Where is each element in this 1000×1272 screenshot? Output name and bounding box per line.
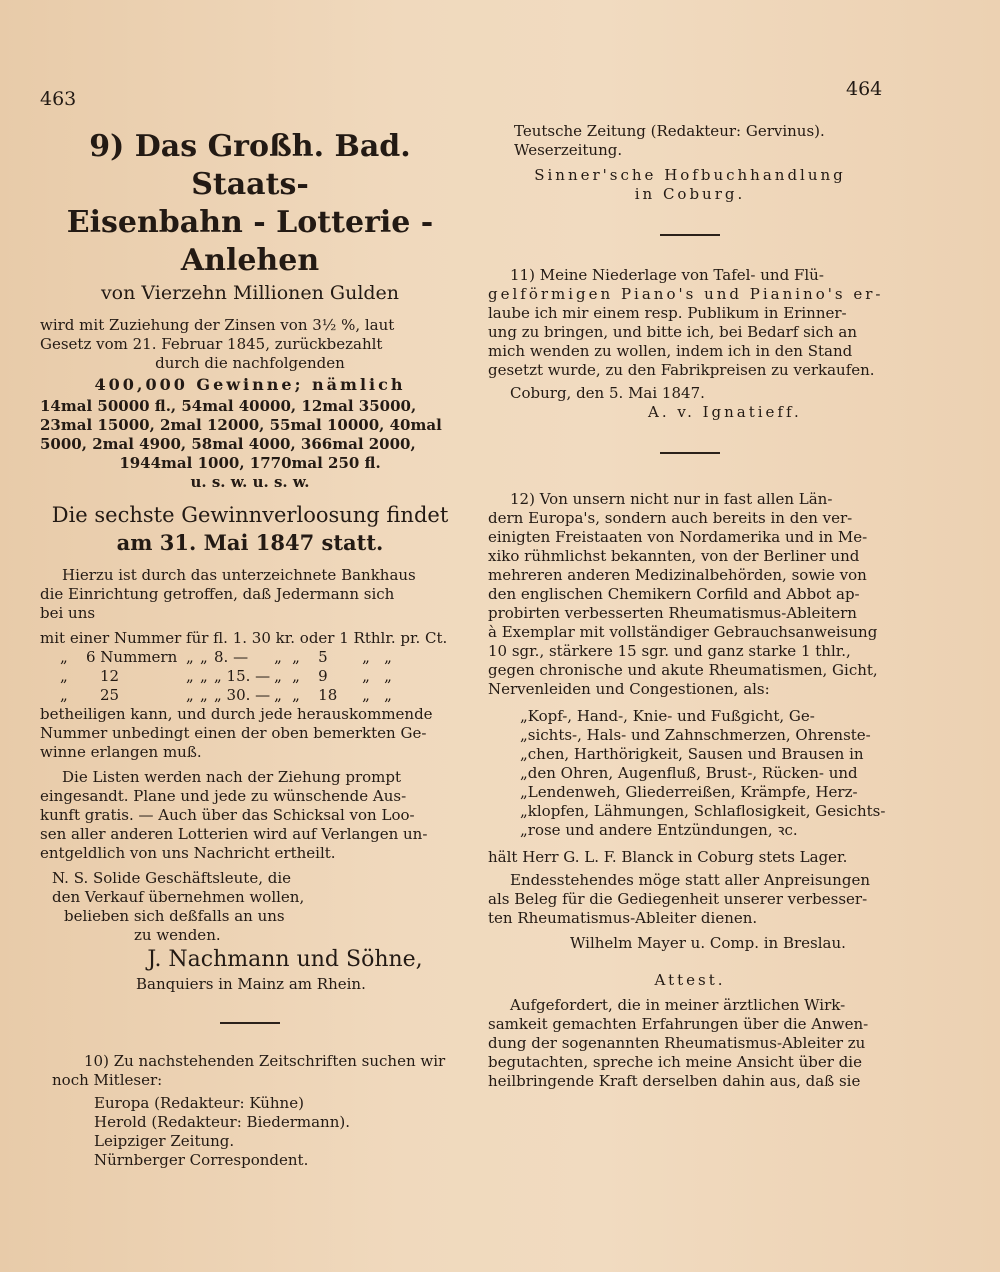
attest-4: heilbringende Kraft derselben dahin aus, daß sie xyxy=(488,1072,861,1090)
item10-list-1: Herold (Redakteur: Biedermann). xyxy=(94,1113,350,1131)
right-column xyxy=(488,122,892,1091)
item12-3: xiko rühmlichst bekannten, von der Berliner und xyxy=(488,547,860,565)
item9-table-header: mit einer Nummer für fl. 1. 30 kr. oder 1 Rthlr. pr. Ct. xyxy=(40,629,448,647)
item9-intro-0: wird mit Zuziehung der Zinsen von 3½ %, laut xyxy=(40,316,395,334)
item11-0: 11) Meine Niederlage von Tafel- und Flü- xyxy=(510,266,824,284)
item12-10: Nervenleiden und Congestionen, als: xyxy=(488,680,770,698)
item10-list-2: Leipziger Zeitung. xyxy=(94,1132,235,1150)
item9-title-line2: Eisenbahn - Lotterie - Anlehen xyxy=(66,205,434,278)
item9-ns-2: belieben sich deßfalls an uns xyxy=(64,907,285,925)
item9-ns-0: N. S. Solide Geschäftsleute, die xyxy=(52,869,292,887)
item12-quote-3: „den Ohren, Augenfluß, Brust-, Rücken- und xyxy=(520,764,858,782)
item9-firm-sub: Banquiers in Mainz am Rhein. xyxy=(136,975,366,993)
item12-quote-2: „chen, Harthörigkeit, Sausen und Brausen in xyxy=(520,745,864,763)
item11-3: ung zu bringen, und bitte ich, bei Bedarf sich an xyxy=(488,323,858,341)
item9-title-line1: 9) Das Großh. Bad. Staats- xyxy=(89,129,411,202)
item12-6: probirten verbesserten Rheumatismus-Ableitern xyxy=(488,604,857,622)
item11-1: gelförmigen Piano's und Pianino's er- xyxy=(488,285,884,303)
item9-draw-line1: Die sechste Gewinnverloosung findet xyxy=(51,503,449,527)
item9-para3-0: Die Listen werden nach der Ziehung prompt xyxy=(62,768,402,786)
item10-list-3: Nürnberger Correspondent. xyxy=(94,1151,309,1169)
item9-para2-1: Nummer unbedingt einen der oben bemerkten Ge- xyxy=(40,724,427,742)
item10-line-0: 10) Zu nachstehenden Zeitschriften suchen wir xyxy=(84,1052,446,1070)
item12-1: dern Europa's, sondern auch bereits in den ver- xyxy=(488,509,853,527)
item11-2: laube ich mir einem resp. Publikum in Erinner- xyxy=(488,304,847,322)
item12-para-2: ten Rheumatismus-Ableiter dienen. xyxy=(488,909,758,927)
item9-prizes-head: 400,000 Gewinne; nämlich xyxy=(94,375,406,394)
item9-para3-3: sen aller anderen Lotterien wird auf Verlangen un- xyxy=(40,825,428,843)
item12-4: mehreren anderen Medizinalbehörden, sowie von xyxy=(488,566,867,584)
item12-quote-4: „Lendenweh, Gliederreißen, Krämpfe, Herz- xyxy=(520,783,858,801)
item12-after: hält Herr G. L. F. Blanck in Coburg stets Lager. xyxy=(488,848,848,866)
item11-place: Coburg, den 5. Mai 1847. xyxy=(510,384,705,402)
item12-8: 10 sgr., stärkere 15 sgr. und ganz starke 1 thlr., xyxy=(488,642,851,660)
item12-7: à Exemplar mit vollständiger Gebrauchsanweisung xyxy=(488,623,878,641)
item10-sig-1: in Coburg. xyxy=(634,185,746,203)
item9-para2-0: betheiligen kann, und durch jede herauskommende xyxy=(40,705,433,723)
attest-1: samkeit gemachten Erfahrungen über die Anwen- xyxy=(488,1015,869,1033)
item9-para3-1: eingesandt. Plane und jede zu wünschende Aus- xyxy=(40,787,407,805)
item12-quote-1: „sichts-, Hals- und Zahnschmerzen, Ohrenste- xyxy=(520,726,871,744)
item10-cont-0: Teutsche Zeitung (Redakteur: Gervinus). xyxy=(514,122,825,140)
item12-para-1: als Beleg für die Gediegenheit unserer verbesser- xyxy=(488,890,868,908)
item10-sig-0: Sinner'sche Hofbuchhandlung xyxy=(534,166,846,184)
attest-title: Attest. xyxy=(654,971,726,989)
item10-line-1: noch Mitleser: xyxy=(52,1071,163,1089)
item9-prizes-2: 5000, 2mal 4900, 58mal 4000, 366mal 2000, xyxy=(40,435,416,453)
attest-0: Aufgefordert, die in meiner ärztlichen Wirk- xyxy=(510,996,846,1014)
item9-para1-0: Hierzu ist durch das unterzeichnete Bankhaus xyxy=(62,566,416,584)
item9-prizes-0: 14mal 50000 fl., 54mal 40000, 12mal 35000, xyxy=(40,397,417,415)
item12-5: den englischen Chemikern Corfild and Abbot ap- xyxy=(488,585,860,603)
item9-intro-2: durch die nachfolgenden xyxy=(155,354,345,372)
table-row: „ 25 „ „ „ 30. — „ „ 18 „ „ xyxy=(60,686,392,704)
item9-price-table xyxy=(40,648,396,705)
attest-2: dung der sogenannten Rheumatismus-Ableiter zu xyxy=(488,1034,866,1052)
item9-para1-2: bei uns xyxy=(40,604,96,622)
item12-0: 12) Von unsern nicht nur in fast allen Län- xyxy=(510,490,833,508)
item11-5: gesetzt wurde, zu den Fabrikpreisen zu verkaufen. xyxy=(488,361,875,379)
item11-4: mich wenden zu wollen, indem ich in den Stand xyxy=(488,342,853,360)
item11-sig: A. v. Ignatieff. xyxy=(648,403,802,421)
item9-para2-2: winne erlangen muß. xyxy=(40,743,202,761)
item9-prizes-3: 1944mal 1000, 1770mal 250 fl. xyxy=(119,454,381,472)
item12-2: einigten Freistaaten von Nordamerika und in Me- xyxy=(488,528,868,546)
item9-subtitle: von Vierzehn Millionen Gulden xyxy=(100,282,400,304)
item9-firm: J. Nachmann und Söhne, xyxy=(147,947,423,972)
item9-draw-line2: am 31. Mai 1847 statt. xyxy=(116,530,384,555)
attest-3: begutachten, spreche ich meine Ansicht über die xyxy=(488,1053,862,1071)
item9-para3-4: entgeldlich von uns Nachricht ertheilt. xyxy=(40,844,336,862)
item12-para-0: Endesstehendes möge statt aller Anpreisungen xyxy=(510,871,870,889)
item9-para1-1: die Einrichtung getroffen, daß Jedermann sich xyxy=(40,585,395,603)
item10-list-0: Europa (Redakteur: Kühne) xyxy=(94,1094,304,1112)
item9-intro-1: Gesetz vom 21. Februar 1845, zurückbezahlt xyxy=(40,335,383,353)
left-column xyxy=(40,128,460,1170)
divider xyxy=(660,234,720,236)
item12-9: gegen chronische und akute Rheumatismen, Gicht, xyxy=(488,661,878,679)
table-row: „ 6 Nummern „ „ 8. — „ „ 5 „ „ xyxy=(60,648,392,666)
table-row: „ 12 „ „ „ 15. — „ „ 9 „ „ xyxy=(60,667,392,685)
item9-para3-2: kunft gratis. — Auch über das Schicksal von Loo- xyxy=(40,806,415,824)
divider xyxy=(220,1022,280,1024)
item9-prizes-1: 23mal 15000, 2mal 12000, 55mal 10000, 40mal xyxy=(40,416,442,434)
item12-quote-6: „rose und andere Entzündungen, ꝛc. xyxy=(520,821,798,839)
item10-cont-1: Weserzeitung. xyxy=(514,141,623,159)
item12-sig: Wilhelm Mayer u. Comp. in Breslau. xyxy=(570,934,846,952)
item9-prizes-4: u. s. w. u. s. w. xyxy=(190,473,310,491)
item9-ns-1: den Verkauf übernehmen wollen, xyxy=(52,888,305,906)
page-number-left: 463 xyxy=(40,88,77,110)
divider xyxy=(660,452,720,454)
item12-quote-5: „klopfen, Lähmungen, Schlaflosigkeit, Gesichts- xyxy=(520,802,886,820)
page-number-right: 464 xyxy=(846,78,883,100)
item12-quote-0: „Kopf-, Hand-, Knie- und Fußgicht, Ge- xyxy=(520,707,815,725)
item9-ns-3: zu wenden. xyxy=(134,926,221,944)
